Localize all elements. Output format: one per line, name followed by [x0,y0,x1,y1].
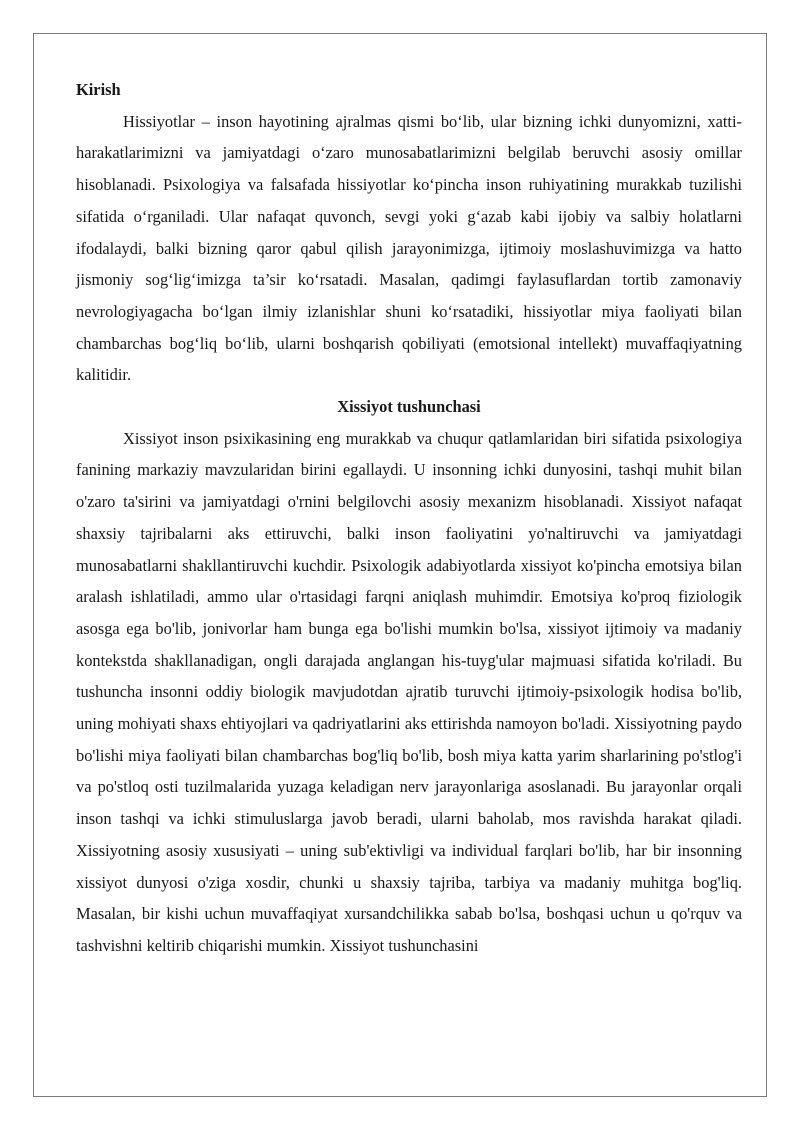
intro-paragraph: Hissiyotlar – inson hayotining ajralmas qismi bo‘lib, ular bizning ichki dunyomizni, xatti-harakatlarimizni va jamiyatdagi o‘zaro munosabatlarimizni belgilab beruvchi asosiy omillar hisoblanadi. Psixologiya va falsafada hissiyotlar ko‘pincha inson ruhiyatining murakkab tuzilishi sifatida o‘rganiladi. Ular nafaqat quvonch, sevgi yoki g‘azab kabi ijobiy va salbiy holatlarni ifodalaydi, balki bizning qaror qabul qilish jarayonimizga, ijtimoiy moslashuvimizga va hatto jismoniy sog‘lig‘imizga ta’sir ko‘rsatadi. Masalan, qadimgi faylasuflardan tortib zamonaviy nevrologiyagacha bo‘lgan ilmiy izlanishlar shuni ko‘rsatadiki, hissiyotlar miya faoliyati bilan chambarchas bog‘liq bo‘lib, ularni boshqarish qobiliyati (emotsional intellekt) muvaffaqiyatning kalitidir. [76,111,742,385]
section-paragraph: Xissiyot inson psixikasining eng murakkab va chuqur qatlamlaridan biri sifatida psixologiya fanining markaziy mavzularidan birini egallaydi. U insonning ichki dunyosini, tashqi muhit bilan o'zaro ta'sirini va jamiyatdagi o'rnini belgilovchi asosiy mexanizm hisoblanadi. Xissiyot nafaqat shaxsiy tajribalarni aks ettiruvchi, balki inson faoliyatini yo'naltiruvchi va jamiyatdagi munosabatlarni shakllantiruvchi kuchdir. Psixologik adabiyotlarda xissiyot ko'pincha emotsiya bilan aralash ishlatiladi, ammo ular o'rtasidagi farqni aniqlash muhimdir. Emotsiya ko'proq fiziologik asosga ega bo'lib, jonivorlar ham bunga ega bo'lishi mumkin bo'lsa, xissiyot ijtimoiy va madaniy kontekstda shakllanadigan, ongli darajada anglangan his-tuyg'ular majmuasi sifatida ko'riladi. Bu tushuncha insonni oddiy biologik mavjudotdan ajratib turuvchi ijtimoiy-psixologik hodisa bo'lib, uning mohiyati shaxs ehtiyojlari va qadriyatlarini aks ettirishda namoyon bo'ladi. Xissiyotning paydo bo'lishi miya faoliyati bilan chambarchas bog'liq bo'lib, bosh miya katta yarim sharlarining po'stlog'i va po'stloq osti tuzilmalarida yuzaga keladigan nerv jarayonlariga asoslanadi. Bu jarayonlar orqali inson tashqi va ichki stimuluslarga javob beradi, ularni baholab, mos ravishda harakat qiladi. Xissiyotning asosiy xususiyati – uning sub'ektivligi va individual farqlari bo'lib, har bir insonning xissiyot dunyosi o'ziga xosdir, chunki u shaxsiy tajriba, tarbiya va madaniy muhitga bog'liq. Masalan, bir kishi uchun muvaffaqiyat xursandchilikka sabab bo'lsa, boshqasi uchun u qo'rquv va tashvishni keltirib chiqarishi mumkin. Xissiyot tushunchasini [76,428,742,955]
document-body [76,74,742,962]
section-heading: Xissiyot tushunchasi [337,397,481,417]
intro-heading: Kirish [76,80,121,99]
